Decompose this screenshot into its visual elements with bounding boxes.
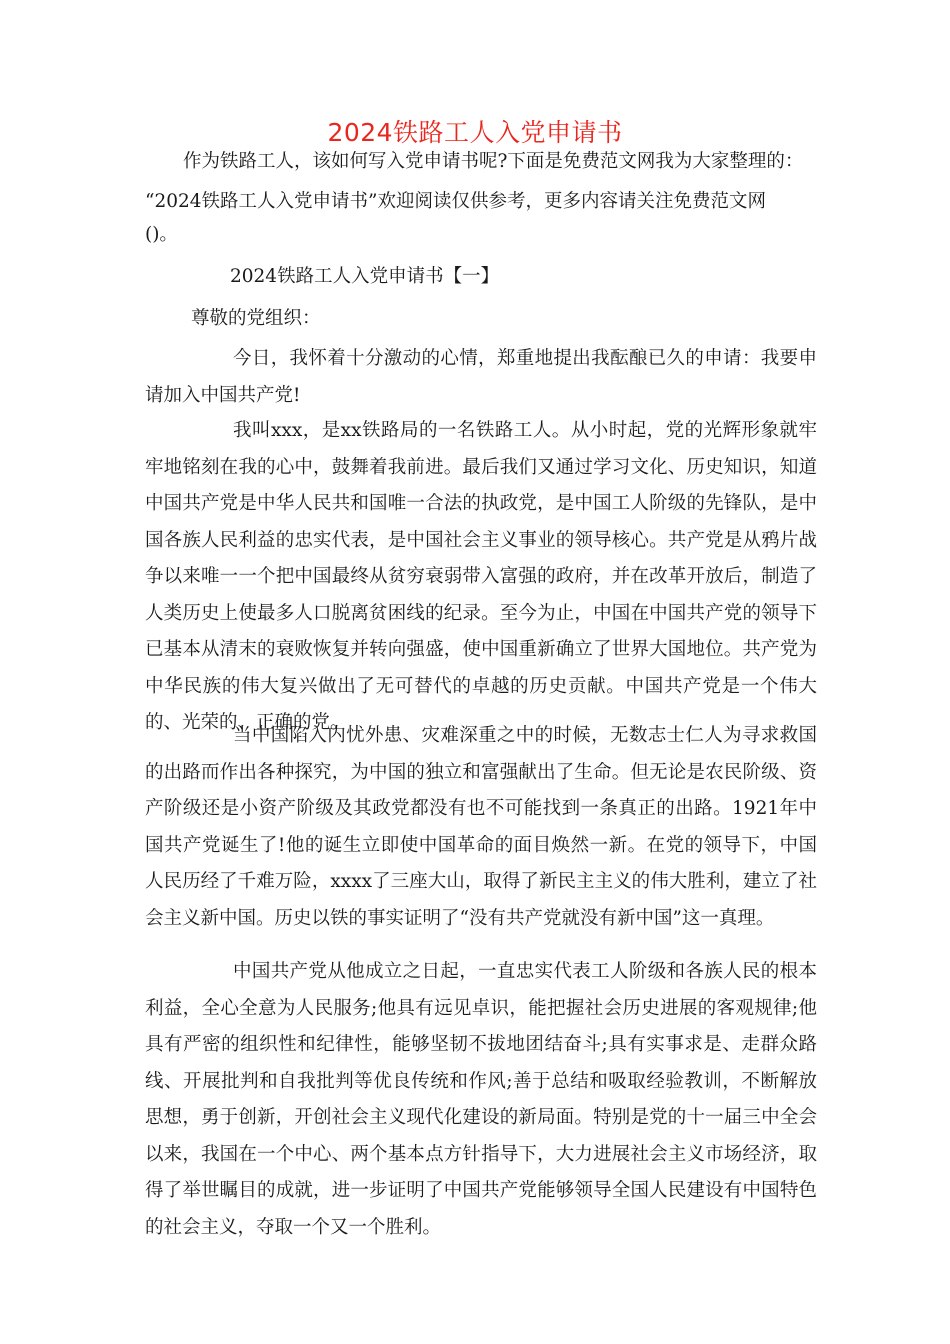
- section-heading: 2024铁路工人入党申请书【一】: [230, 266, 500, 287]
- paragraph-1: [145, 341, 817, 414]
- document-title: 2024铁路工人入党申请书: [327, 118, 623, 147]
- paragraph-4-text: 中国共产党从他成立之日起，一直忠实代表工人阶级和各族人民的根本利益，全心全意为人民服务;他具有远见卓识，能把握社会历史进展的客观规律;他具有严密的组织性和纪律性，能够坚韧不拔地团结奋斗;具有实事求是、走群众路线、开展批判和自我批判等优良传统和作风;善于总结和吸取经验教训，不断解放思想，勇于创新，开创社会主义现代化建设的新局面。特别是党的十一届三中全会以来，我国在一个中心、两个基本点方针指导下，大力进展社会主义市场经济，取得了举世瞩目的成就，进一步证明了中国共产党能够领导全国人民建设有中国特色的社会主义，夺取一个又一个胜利。: [145, 961, 817, 1238]
- paragraph-3: [145, 718, 817, 937]
- paragraph-1-text: 今日，我怀着十分激动的心情，郑重地提出我酝酿已久的申请：我要申请加入中国共产党!: [145, 348, 817, 406]
- salutation: 尊敬的党组织：: [191, 308, 321, 329]
- paragraph-2-text: 我叫xxx，是xx铁路局的一名铁路工人。从小时起，党的光辉形象就牢牢地铭刻在我的心中，鼓舞着我前进。最后我们又通过学习文化、历史知识，知道中国共产党是中华人民共和国唯一合法的执政党，是中国工人阶级的先锋队，是中国各族人民利益的忠实代表，是中国社会主义事业的领导核心。共产党是从鸦片战争以来唯一一个把中国最终从贫穷衰弱带入富强的政府，并在改革开放后，制造了人类历史上使最多人口脱离贫困线的纪录。至今为止，中国在中国共产党的领导下已基本从清末的衰败恢复并转向强盛，使中国重新确立了世界大国地位。共产党为中华民族的伟大复兴做出了无可替代的卓越的历史贡献。中国共产党是一个伟大的、光荣的、正确的党。: [145, 420, 817, 733]
- paragraph-3-text: 当中国陷入内忧外患、灾难深重之中的时候，无数志士仁人为寻求救国的出路而作出各种探究，为中国的独立和富强献出了生命。但无论是农民阶级、资产阶级还是小资产阶级及其政党都没有也不可能找到一条真正的出路。1921年中国共产党诞生了!他的诞生立即使中国革命的面目焕然一新。在党的领导下，中国人民历经了千难万险，xxxx了三座大山，取得了新民主主义的伟大胜利，建立了社会主义新中国。历史以铁的事实证明了“没有共产党就没有新中国”这一真理。: [145, 725, 817, 929]
- paragraph-4: [145, 954, 817, 1246]
- intro-line-2: “2024铁路工人入党申请书”欢迎阅读仅供参考，更多内容请关注免费范文网: [145, 191, 766, 212]
- intro-line-3: ()。: [145, 224, 178, 245]
- intro-line-1: 作为铁路工人，该如何写入党申请书呢?下面是免费范文网我为大家整理的：: [183, 151, 804, 172]
- paragraph-2: [145, 413, 817, 742]
